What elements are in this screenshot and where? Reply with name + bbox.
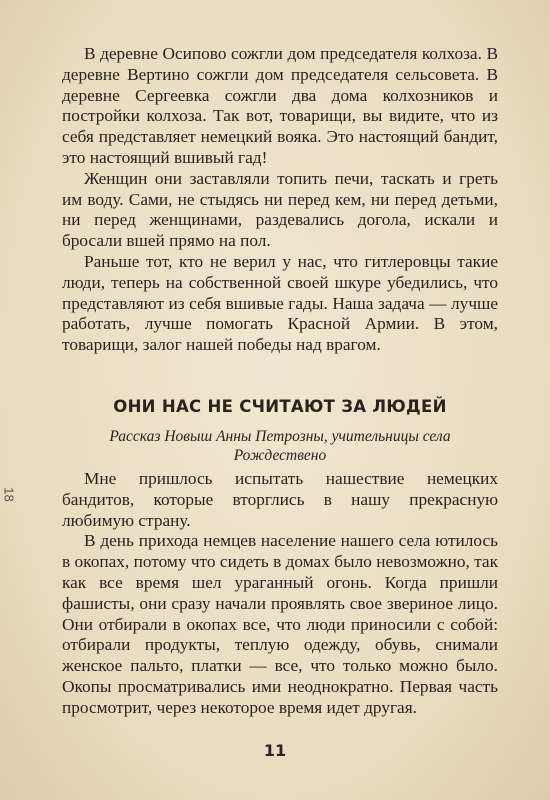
bottom-text-block xyxy=(62,469,498,719)
paragraph: Раньше тот, кто не верил у нас, что гитлеровцы такие люди, теперь на собственной своей шкуре убедились, что представляют из себя вшивые гады. Наша задача — лучше работать, лучше помогать Красной Армии. В этом, товарищи, залог нашей победы над врагом. xyxy=(62,251,498,355)
margin-page-number: 18 xyxy=(1,487,17,502)
paragraph: Мне пришлось испытать нашествие немецких бандитов, которые вторглись в нашу прекрасную любимую страну. xyxy=(62,469,498,530)
paragraph: В день прихода немцев население нашего села ютилось в окопах, потому что сидеть в домах было невозможно, так как все время шел ураганный огонь. Когда пришли фашисты, они сразу начали проявлять свое звериное лицо. Они отбирали в окопах все, что люди приносили с собой: отбирали продукты, теплую одежду, обувь, снимали женское пальто, платки — все, что только можно было. Окопы просматривались ими неоднократно. Первая часть просмотрит, через некоторое время идет другая. xyxy=(62,531,498,717)
top-text-block xyxy=(62,44,498,356)
paragraph: Женщин они заставляли топить печи, таскать и греть им воду. Сами, не стыдясь ни перед кем, ни перед детьми, ни перед женщинами, раздевались догола, искали и бросали вшей прямо на пол. xyxy=(62,168,498,251)
section-title: ОНИ НАС НЕ СЧИТАЮТ ЗА ЛЮДЕЙ xyxy=(113,397,447,416)
section-subtitle: Рассказ Новыш Анны Петрозны, учительницы села Рождествено xyxy=(109,428,451,464)
paragraph: В деревне Осипово сожгли дом председателя колхоза. В деревне Вертино сожгли дом председателя сельсовета. В деревне Сергеевка сожгли два дома колхозников и постройки колхоза. Так вот, товарищи, вы видите, что из себя представляет немецкий вояка. Это настоящий бандит, это настоящий вшивый гад! xyxy=(62,44,498,167)
page-number: 11 xyxy=(263,741,287,760)
